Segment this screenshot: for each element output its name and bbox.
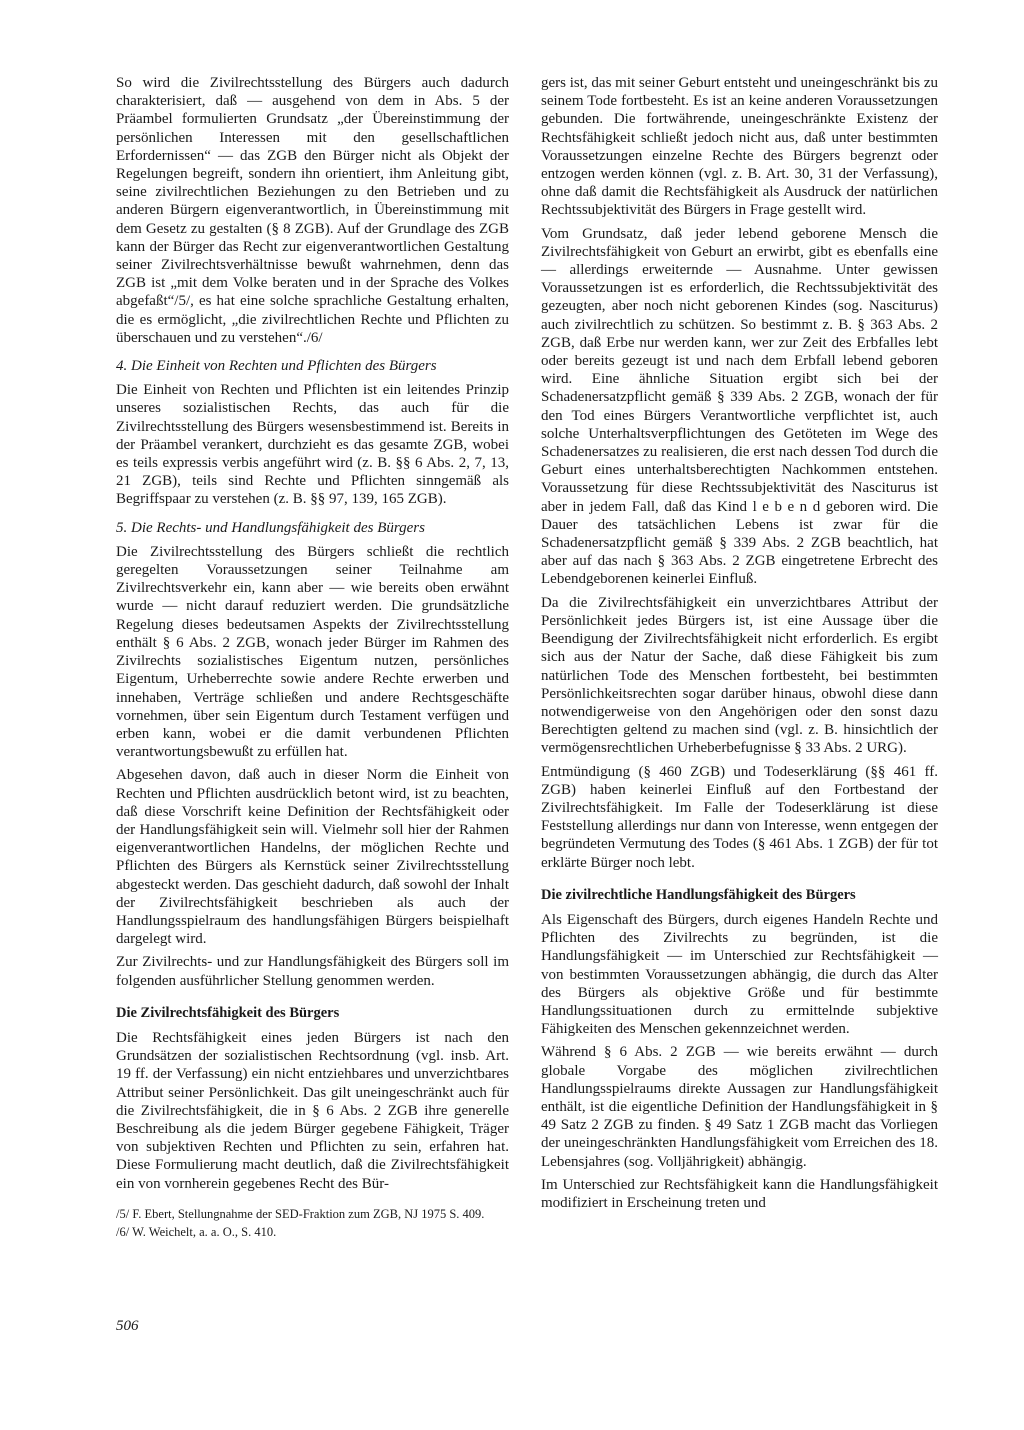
paragraph: Die Zivilrechtsstellung des Bürgers schließt die rechtlich geregelten Voraussetzungen seiner Teilnahme am Zivilrechtsverkehr ein, kann aber — wie bereits oben erwähnt wurde — nicht darauf reduziert werden. Die grundsätzliche Regelung dieses bedeutsamen Aspekts der Zivilrechtsstellung enthält § 6 Abs. 2 ZGB, wonach jeder Bürger im Rahmen des Zivilrechts sozialistisches Eigentum nutzen, persönliches Eigentum, Urheberrechte sowie andere Rechte erwerben und innehaben, Verträge schließen und andere Rechtsgeschäfte vornehmen, über sein Eigentum durch Testament verfügen und erben kann, wobei er die damit verbundenen Pflichten verantwortungsbewußt zu erfüllen hat. [116,543,509,761]
footnote: /6/ W. Weichelt, a. a. O., S. 410. [116,1225,277,1240]
footnote: /5/ F. Ebert, Stellungnahme der SED-Fraktion zum ZGB, NJ 1975 S. 409. [116,1206,485,1221]
paragraph: Die Einheit von Rechten und Pflichten ist ein leitendes Prinzip unseres sozialistischen Rechts, das auch für die Zivilrechtsstellung des Bürgers wesensbestimmend ist. Bereits in der Präambel verankert, durchzieht es das gesamte ZGB, wobei es teils expressis verbis angeführt wird (z. B. §§ 6 Abs. 2, 7, 13, 21 ZGB), teils sind Rechte und Pflichten sinngemäß als Begriffspaar zu verstehen (z. B. §§ 97, 139, 165 ZGB). [116,382,509,508]
page-number: 506 [116,1318,139,1334]
paragraph: Die Rechtsfähigkeit eines jeden Bürgers ist nach den Grundsätzen der sozialistischen Rechtsordnung (vgl. insb. Art. 19 ff. der Verfassung) ein nicht entziehbares und unverzichtbares Attribut seiner Persönlichkeit. Das gilt uneingeschränkt auch für die Zivilrechtsfähigkeit, die in § 6 Abs. 2 ZGB ihre generelle Beschreibung als die jedem Bürger gegebene Fähigkeit, Träger von subjektiven Rechten und Pflichten zu sein, erfahren hat. Diese Formulierung macht deutlich, daß die Zivilrechtsfähigkeit ein von vornherein gegebenes Recht des Bür- [116,1029,509,1192]
paragraph: Während § 6 Abs. 2 ZGB — wie bereits erwähnt — durch globale Vorgabe des möglichen zivilrechtlichen Handlungsspielraums direkte Aussagen zur Handlungsfähigkeit enthält, ist die eigentliche Definition der Handlungsfähigkeit in § 49 Satz 2 ZGB zu finden. § 49 Satz 1 ZGB macht das Vorliegen der uneingeschränkten Handlungsfähigkeit vom Erreichen des 18. Lebensjahres (sog. Volljährigkeit) abhängig. [541,1044,938,1170]
section-heading: 4. Die Einheit von Rechten und Pflichten des Bürgers [116,358,437,375]
paragraph: gers ist, das mit seiner Geburt entsteht und uneingeschränkt bis zu seinem Tode fortbesteht. Es ist an keine anderen Voraussetzungen gebunden. Die fortwährende, uneingeschränkte Existenz der Rechtsfähigkeit schließt jedoch nicht aus, daß unter bestimmten Voraussetzungen einzelne Rechte des Bürgers begrenzt oder entzogen werden können (vgl. z. B. Art. 30, 31 der Verfassung), ohne daß damit die Rechtsfähigkeit als Ausdruck der natürlichen Rechtssubjektivität des Bürgers in Frage gestellt wird. [541,75,938,219]
paragraph: Abgesehen davon, daß auch in dieser Norm die Einheit von Rechten und Pflichten ausdrücklich betont wird, ist zu beachten, daß diese Vorschrift keine Definition der Rechtsfähigkeit oder der Handlungsfähigkeit sein will. Vielmehr soll hier der Rahmen eigenverantwortlichen Handelns, der möglichen Rechte und Pflichten des Bürgers als Kernstück seiner Zivilrechtsstellung abgesteckt werden. Das geschieht dadurch, daß sowohl der Inhalt der Zivilrechtsfähigkeit beschrieben als auch der Handlungsspielraum des handlungsfähigen Bürgers beispielhaft dargelegt wird. [116,767,509,948]
paragraph: Da die Zivilrechtsfähigkeit ein unverzichtbares Attribut der Persönlichkeit jedes Bürgers ist, ist eine Aussage über die Beendigung der Zivilrechtsfähigkeit nicht erforderlich. Es ergibt sich aus der Natur der Sache, daß diese Fähigkeit bis zum natürlichen Tode des Menschen fortbesteht, bei bestimmten Persönlichkeitsrechten sogar darüber hinaus, obwohl diese dann notwendigerweise von den Angehörigen oder den sonst dazu Berechtigten geltend zu machen sind (vgl. z. B. hinsichtlich der vermögensrechtlichen Urheberbefugnisse § 33 Abs. 2 URG). [541,594,938,757]
paragraph: So wird die Zivilrechtsstellung des Bürgers auch dadurch charakterisiert, daß — ausgehend von dem in Abs. 5 der Präambel formulierten Grundsatz „der Übereinstimmung der persönlichen Interessen mit den gesellschaftlichen Erfordernissen“ — das ZGB den Bürger nicht als Objekt der Regelungen begreift, sondern ihn orientiert, ihm Anleitung gibt, seine zivilrechtlichen Beziehungen zu den Betrieben und zu anderen Bürgern eigenverantwortlich, in Übereinstimmung mit dem Gesetz zu gestalten (§ 8 ZGB). Auf der Grundlage des ZGB kann der Bürger das Recht zur eigenverantwortlichen Gestaltung seiner Zivilrechtsverhältnisse bewußt wahrnehmen, denn das ZGB ist „mit dem Volke beraten und in der Sprache des Volkes abgefaßt“/5/, es hat eine solche sprachliche Gestaltung erhalten, die es ermöglicht, „die zivilrechtlichen Rechte und Pflichten zu überschauen und zu verstehen“./6/ [116,75,509,346]
section-heading: 5. Die Rechts- und Handlungsfähigkeit des Bürgers [116,519,425,536]
left-column [116,74,509,1244]
subsection-heading: Die zivilrechtliche Handlungsfähigkeit des Bürgers [541,886,856,903]
paragraph: Im Unterschied zur Rechtsfähigkeit kann die Handlungsfähigkeit modifiziert in Erscheinung treten und [541,1176,938,1211]
paragraph: Zur Zivilrechts- und zur Handlungsfähigkeit des Bürgers soll im folgenden ausführlicher Stellung genommen werden. [116,954,509,989]
paragraph: Entmündigung (§ 460 ZGB) und Todeserklärung (§§ 461 ff. ZGB) haben keinerlei Einfluß auf den Fortbestand der Zivilrechtsfähigkeit. Im Falle der Todeserklärung ist diese Feststellung allerdings nur dann von Interesse, wenn entgegen der begründeten Vermutung des Todes (§ 461 Abs. 1 ZGB) der für tot erklärte Bürger noch lebt. [541,763,938,871]
paragraph: Vom Grundsatz, daß jeder lebend geborene Mensch die Zivilrechtsfähigkeit von Geburt an erwirbt, gibt es ebenfalls eine — allerdings erweiternde — Ausnahme. Unter gewissen Voraussetzungen ist es erforderlich, die Rechtssubjektivität des gezeugten, aber noch nicht geborenen Kindes (sog. Nasciturus) auch zivilrechtlich zu schützen. So bestimmt z. B. § 363 Abs. 2 ZGB, daß Erbe nur werden kann, wer zur Zeit des Erbfalles lebt oder bereits gezeugt ist und nach dem Erbfall lebend geboren wird. Eine ähnliche Situation ergibt sich bei der Schadenersatzpflicht gemäß § 339 Abs. 2 ZGB, wonach der für den Tod eines Bürgers Verantwortliche verpflichtet ist, auch solche Unterhaltsverpflichtungen des Getöteten im Wege des Schadenersatzes zu realisieren, die erst nach dessen Tod durch die Geburt eines unterhaltsberechtigten Nachkommen entstehen. Voraussetzung für diese Rechtssubjektivität des Nasciturus ist aber in jedem Fall, daß das Kind l e b e n d geboren wird. Die Dauer des tatsächlichen Lebens ist zwar für die Schadenersatzpflicht gemäß § 339 Abs. 2 ZGB beachtlich, hat aber auf das nach § 363 Abs. 2 ZGB eingetretene Erbrecht des Lebendgeborenen keinerlei Einfluß. [541,225,938,588]
paragraph: Als Eigenschaft des Bürgers, durch eigenes Handeln Rechte und Pflichten des Zivilrechts zu begründen, ist die Handlungsfähigkeit — im Unterschied zur Rechtsfähigkeit — von bestimmten Voraussetzungen abhängig, die durch das Alter des Bürgers als objektive Größe und für bestimmte Handlungssituationen durch zu ermittelnde subjektive Fähigkeiten des Menschen gekennzeichnet werden. [541,911,938,1038]
footnotes [116,1207,509,1241]
subsection-heading: Die Zivilrechtsfähigkeit des Bürgers [116,1004,340,1021]
right-column [541,74,938,1217]
